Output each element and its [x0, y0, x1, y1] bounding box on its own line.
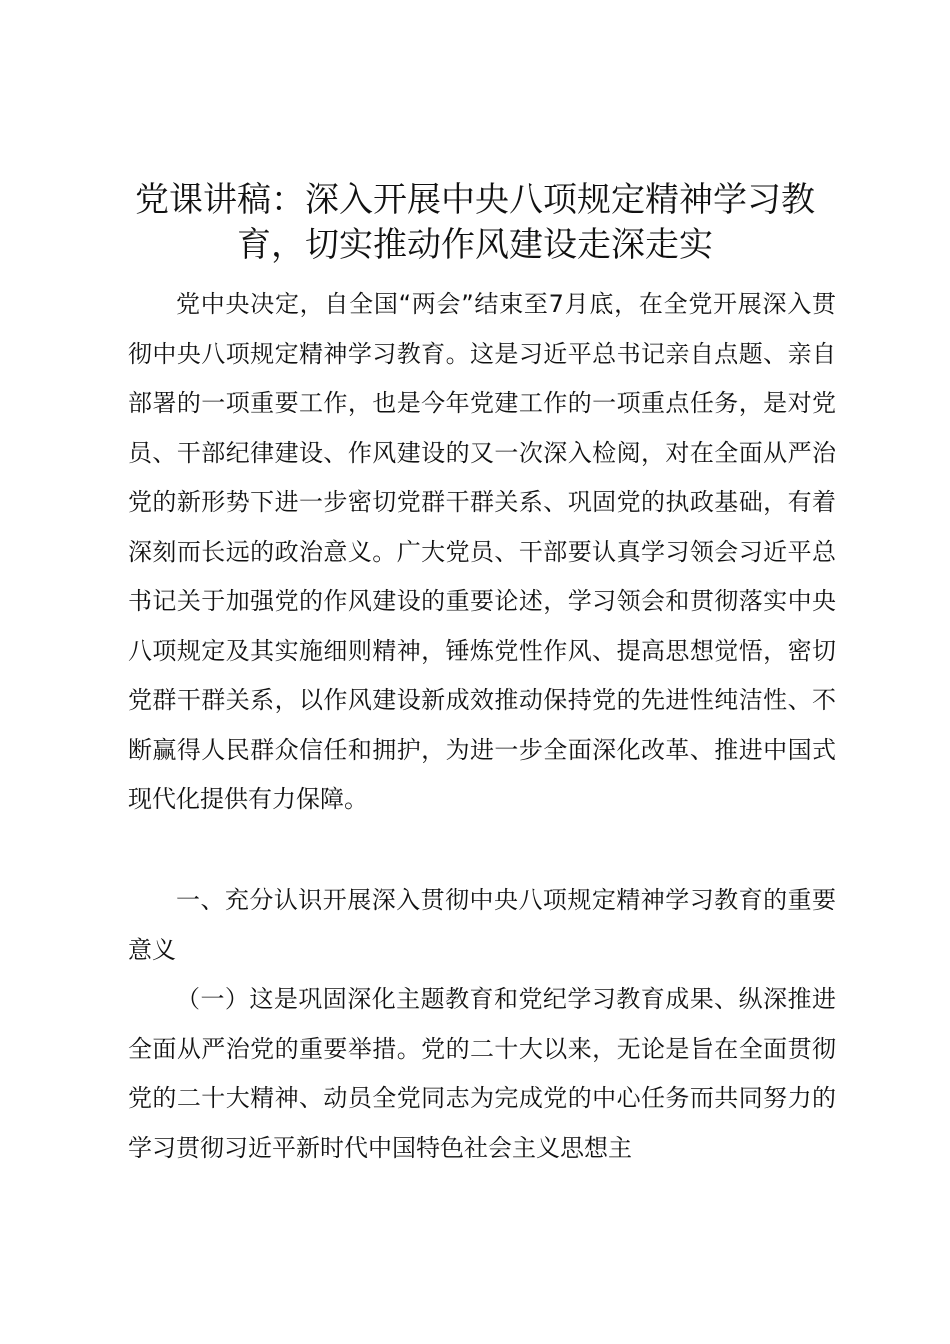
subsection-paragraph: （一）这是巩固深化主题教育和党纪学习教育成果、纵深推进全面从严治党的重要举措。党的二十大以来，无论是旨在全面贯彻党的二十大精神、动员全党同志为完成党的中心任务而共同努力的学习贯彻习近平新时代中国特色社会主义思想主 [128, 985, 836, 1162]
intro-paragraph: 党中央决定，自全国“两会”结束至7月底，在全党开展深入贯彻中央八项规定精神学习教育。这是习近平总书记亲自点题、亲自部署的一项重要工作，也是今年党建工作的一项重点任务，是对党员、干部纪律建设、作风建设的又一次深入检阅，对在全面从严治党的新形势下进一步密切党群干群关系、巩固党的执政基础，有着深刻而长远的政治意义。广大党员、干部要认真学习领会习近平总书记关于加强党的作风建设的重要论述，学习领会和贯彻落实中央八项规定及其实施细则精神，锤炼党性作风、提高思想觉悟，密切党群干群关系，以作风建设新成效推动保持党的先进性纯洁性、不断赢得人民群众信任和拥护，为进一步全面深化改革、推进中国式现代化提供有力保障。 [128, 290, 836, 813]
section-heading: 一、充分认识开展深入贯彻中央八项规定精神学习教育的重要意义 [128, 886, 836, 964]
document-title: 党课讲稿：深入开展中央八项规定精神学习教育，切实推动作风建设走深走实 [135, 180, 815, 265]
